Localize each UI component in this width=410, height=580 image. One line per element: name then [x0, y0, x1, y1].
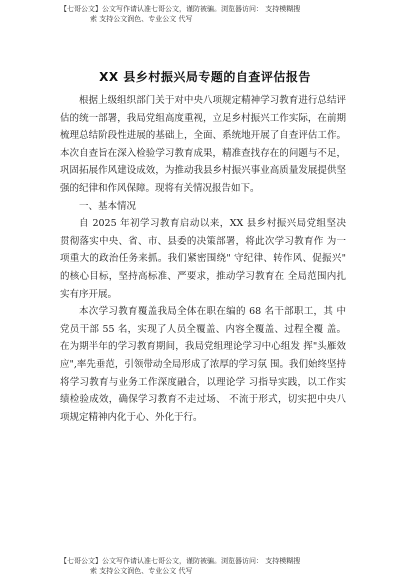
intro-paragraph: 根据上级组织部门关于对中央八项规定精神学习教育进行总结评估的统一部署，我局党组高度重视，立足乡村振兴工作实际，在前期梳理总结阶段性进展的基础上，全面、系统地开展了自查评估工作。本次自查旨在深入检验学习教育成果，精准查找存在的问题与不足，巩固拓展作风建设成效，为推动我县乡村振兴事业高质量发展提供坚强的纪律和作风保障。现将有关情况报告如下。 [60, 95, 346, 194]
header-note-line-2: 索 支持公文润色、专业公文 代写 [90, 15, 193, 23]
section-heading-basic-info: 一、基本情况 [79, 200, 137, 212]
document-title: XX 县乡村振兴局专题的自查评估报告 [99, 70, 311, 84]
header-watermark-note [60, 4, 360, 24]
footer-note-line-2: 索 支持公文润色、专业公文 代写 [90, 567, 193, 575]
header-note-line-1: 【七哥公文】公文写作请认准七哥公文，谨防被骗。浏览器访问： 支持模糊搜 [60, 5, 301, 13]
footer-note-line-1: 【七哥公文】公文写作请认准七哥公文，谨防被骗。浏览器访问： 支持模糊搜 [60, 557, 301, 565]
body-paragraph-2: 自 2025 年初学习教育启动以来，XX 县乡村振兴局党组坚决 贯彻落实中央、省、市、县委的决策部署，将此次学习教育作 为一项重大的政治任务来抓。我们紧密围绕" 守纪律、转作风、促振兴" 的核心目标，坚持高标准、严要求，推动学习教育在 全局范围内扎实有序开展。 [60, 218, 346, 300]
footer-watermark-note [60, 556, 360, 576]
document-body [60, 92, 346, 426]
body-paragraph-3: 本次学习教育覆盖我局全体在职在编的 68 名干部职工，其 中党员干部 55 名，实现了人员全覆盖、内容全覆盖、过程全覆 盖。在为期半年的学习教育期间，我局党组理论学习中心组发 挥"头雁效应",率先垂范，引领带动全局形成了浓厚的学习氛 围。我们始终坚持将学习教育与业务工作深度融合，以理论学 习指导实践，以工作实绩检验成效，确保学习教育不走过场、 不流于形式，切实把中央八项规定精神内化于心、外化于行。 [60, 306, 346, 423]
